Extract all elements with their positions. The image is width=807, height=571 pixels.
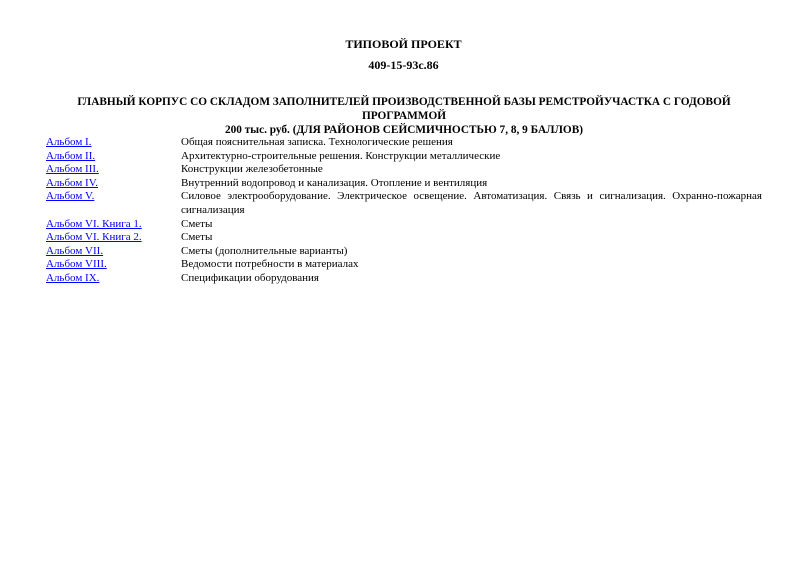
document-title: ГЛАВНЫЙ КОРПУС СО СКЛАДОМ ЗАПОЛНИТЕЛЕЙ ПРОИЗВОДСТВЕННОЙ БАЗЫ РЕМСТРОЙУЧАСТКА С ГОДОВОЙ ПРОГРАММОЙ 200 тыс. руб. (ДЛЯ РАЙОНОВ СЕЙСМИЧНОСТЬЮ 7, 8, 9 БАЛЛОВ): [77, 96, 731, 136]
album-description-9: Ведомости потребности в материалах: [181, 258, 359, 271]
album-list: [46, 136, 762, 286]
album-row-2: [46, 150, 762, 164]
album-description-7: Сметы: [181, 231, 213, 244]
album-row-8: [46, 245, 762, 259]
album-link-4[interactable]: Альбом IV.: [46, 176, 98, 189]
album-row-4: [46, 177, 762, 191]
album-description-5: Силовое электрооборудование. Электрическое освещение. Автоматизация. Связь и сигнализация. Охранно-пожарная сигнализация: [181, 190, 762, 216]
album-link-8[interactable]: Альбом VII.: [46, 244, 104, 257]
album-link-7[interactable]: Альбом VI. Книга 2.: [46, 231, 142, 244]
album-row-7: [46, 231, 762, 245]
album-description-3: Конструкции железобетонные: [181, 163, 323, 176]
album-description-8: Сметы (дополнительные варианты): [181, 244, 348, 257]
album-row-10: [46, 272, 762, 286]
album-description-10: Спецификации оборудования: [181, 271, 319, 284]
document-code: 409-15-93с.86: [368, 58, 439, 72]
album-row-6: [46, 218, 762, 232]
album-link-3[interactable]: Альбом III.: [46, 163, 99, 176]
album-link-1[interactable]: Альбом I.: [46, 136, 92, 148]
album-description-6: Сметы: [181, 217, 213, 230]
album-link-5[interactable]: Альбом V.: [46, 190, 95, 203]
album-description-4: Внутренний водопровод и канализация. Отопление и вентиляция: [181, 176, 488, 189]
album-row-3: [46, 163, 762, 177]
album-description-2: Архитектурно-строительные решения. Конструкции металлические: [181, 149, 501, 162]
album-link-6[interactable]: Альбом VI. Книга 1.: [46, 217, 142, 230]
album-link-10[interactable]: Альбом IX.: [46, 271, 100, 284]
album-link-2[interactable]: Альбом II.: [46, 149, 96, 162]
album-row-9: [46, 258, 762, 272]
document-type-heading: ТИПОВОЙ ПРОЕКТ: [345, 37, 462, 51]
album-description-1: Общая пояснительная записка. Технологические решения: [181, 136, 453, 148]
album-row-5: [46, 190, 762, 217]
album-link-9[interactable]: Альбом VIII.: [46, 258, 107, 271]
album-row-1: [46, 136, 762, 150]
